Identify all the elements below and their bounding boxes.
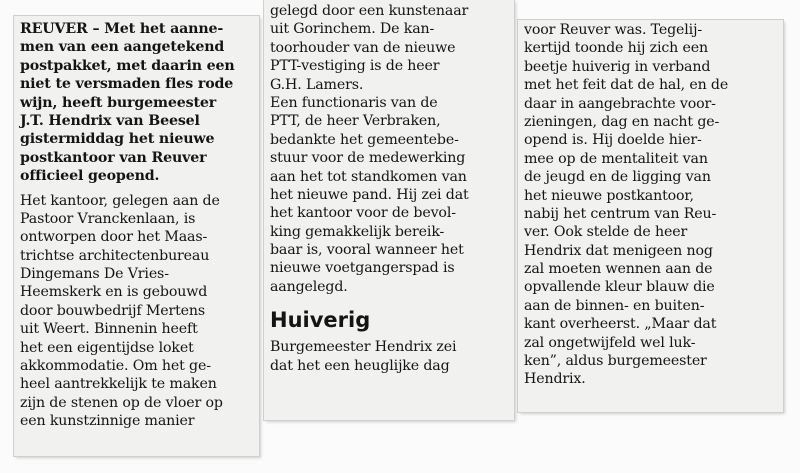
text-line: het kantoor voor de bevol- xyxy=(270,205,456,222)
text-line: heel aantrekkelijk te maken xyxy=(20,376,217,393)
text-line: gistermiddag het nieuwe xyxy=(20,131,215,148)
text-line: kertijd toonde hij zich een xyxy=(524,40,708,57)
text-line: stuur voor de medewerking xyxy=(270,150,466,167)
text-line: dat het een heuglijke dag xyxy=(270,357,450,374)
text-line: Pastoor Vranckenlaan, is xyxy=(20,210,196,227)
text-line: daar in aangebrachte voor- xyxy=(524,95,716,112)
column-3-text xyxy=(524,21,779,389)
text-line: Hendrix dat menigeen nog xyxy=(524,242,713,259)
text-line: bedankte het gemeentebe- xyxy=(270,131,459,148)
text-line: met het feit dat de hal, en de xyxy=(524,77,729,94)
body-paragraph xyxy=(20,192,255,431)
text-line: king gemakkelijk bereik- xyxy=(270,223,445,240)
text-line: wijn, heeft burgemeester xyxy=(20,94,217,111)
text-line: men van een aangetekend xyxy=(20,39,225,56)
text-line: kant overheerst. „Maar dat xyxy=(524,316,717,333)
column-2-text xyxy=(270,2,510,375)
text-line: door bouwbedrijf Mertens xyxy=(20,302,206,319)
text-line: REUVER – Met het aanne- xyxy=(20,21,224,37)
article-column-3 xyxy=(518,20,783,412)
article-column-2 xyxy=(264,0,514,420)
text-line: zieningen, dag en nacht ge- xyxy=(524,113,720,130)
text-line: opvallende kleur blauw die xyxy=(524,279,715,296)
text-line: zal moeten wennen aan de xyxy=(524,261,713,278)
text-line: nabij het centrum van Reu- xyxy=(524,205,717,222)
text-line: het nieuwe postkantoor, xyxy=(524,187,694,204)
text-line: aan de binnen- en buiten- xyxy=(524,297,705,314)
text-line: het een eigentijdse loket xyxy=(20,339,194,356)
text-line: officieel geopend. xyxy=(20,168,160,185)
text-line: aan het tot standkomen van xyxy=(270,168,467,185)
text-line: postkantoor van Reuver xyxy=(20,149,207,166)
text-line: ken”, aldus burgemeester xyxy=(524,353,707,370)
text-line: Het kantoor, gelegen aan de xyxy=(20,192,220,209)
text-line: ver. Ook stelde de heer xyxy=(524,224,688,241)
text-line: zijn de stenen op de vloer op xyxy=(20,394,223,411)
article-column-1 xyxy=(14,16,259,456)
text-line: PTT-vestiging is de heer xyxy=(270,58,440,75)
body-paragraph xyxy=(270,94,510,296)
text-line: opend is. Hij doelde hier- xyxy=(524,132,702,149)
text-line: baar is, vooral wanneer het xyxy=(270,242,464,259)
dateline: REUVER xyxy=(20,21,88,37)
text-line: Burgemeester Hendrix zei xyxy=(270,339,457,356)
text-line: Heemskerk en is gebouwd xyxy=(20,284,208,301)
text-line: Een functionaris van de xyxy=(270,94,438,111)
text-line: gelegd door een kunstenaar xyxy=(270,3,469,19)
text-line: PTT, de heer Verbraken, xyxy=(270,113,441,130)
text-line: uit Weert. Binnenin heeft xyxy=(20,321,198,338)
text-line: trichtse architectenbureau xyxy=(20,247,210,264)
text-line: zal ongetwijfeld wel luk- xyxy=(524,334,696,351)
text-line: aangelegd. xyxy=(270,278,348,295)
text-line: G.H. Lamers. xyxy=(270,76,364,93)
text-line: J.T. Hendrix van Beesel xyxy=(20,112,200,129)
text-line: mee op de mentaliteit van xyxy=(524,150,708,167)
text-line: Dingemans De Vries- xyxy=(20,266,169,283)
body-paragraph xyxy=(270,2,510,94)
section-heading: Huiverig xyxy=(270,308,371,333)
text-line: niet te versmaden fles rode xyxy=(20,76,234,93)
text-line: het nieuwe pand. Hij zei dat xyxy=(270,186,469,203)
text-line: ontworpen door het Maas- xyxy=(20,229,208,246)
text-line: beetje huiverig in verband xyxy=(524,58,711,75)
text-line: nieuwe voetgangerspad is xyxy=(270,260,455,277)
text-line: Hendrix. xyxy=(524,371,586,388)
column-1-text xyxy=(20,20,255,431)
body-paragraph xyxy=(270,338,510,375)
text-line: de jeugd en de ligging van xyxy=(524,169,711,186)
text-line: uit Gorinchem. De kan- xyxy=(270,21,435,38)
text-line: toorhouder van de nieuwe xyxy=(270,39,456,56)
text-line: postpakket, met daarin een xyxy=(20,57,235,74)
text-line: akkommodatie. Om het ge- xyxy=(20,358,211,375)
lead-paragraph xyxy=(20,20,255,186)
text-line: een kunstzinnige manier xyxy=(20,413,195,430)
text-line: voor Reuver was. Tegelij- xyxy=(524,22,702,38)
